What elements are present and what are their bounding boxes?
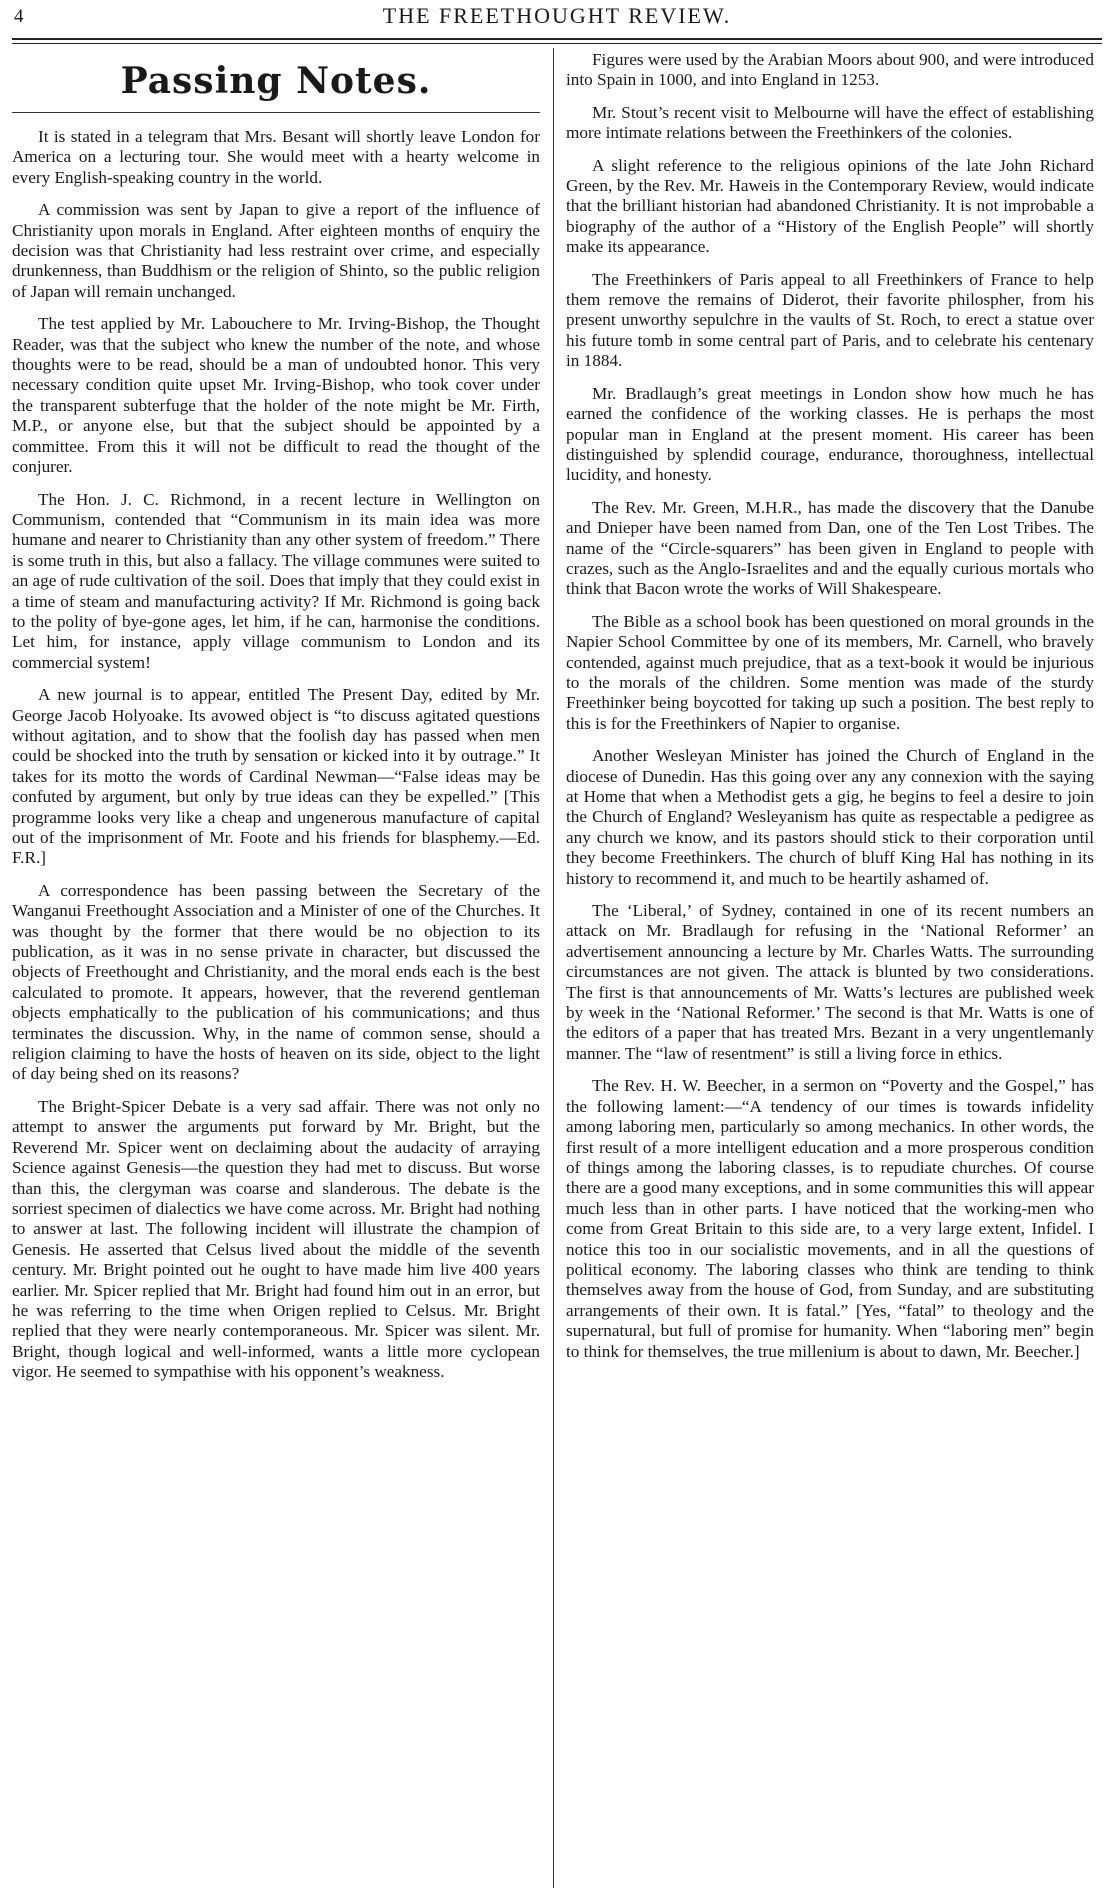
paragraph: The Bible as a school book has been questioned on moral grounds in the Napier School Committee by one of its members, Mr. Carnell, who bravely contended, against much prejudice, that as a text-book it would be injurious to the morals of the children. Some mention was made of the sturdy Freethinker being boycotted for taking up such a position. The best reply to this is for the Freethinkers of Napier to organise. bbox=[566, 611, 1094, 733]
paragraph: A correspondence has been passing between the Secretary of the Wanganui Freethought Association and a Minister of one of the Churches. It was thought by the former that there would be no objection to its publication, as it was in no sense private in character, but discussed the objects of Freethought and Christianity, and the moral ends each is the best calculated to promote. It appears, however, that the reverend gentleman objects emphatically to the publication of his communications; and thus terminates the discussion. Why, in the name of common sense, should a religion claiming to have the hosts of heaven on its side, object to the light of day being shed on its reasons? bbox=[12, 880, 540, 1084]
paragraph: A slight reference to the religious opinions of the late John Richard Green, by the Rev. Mr. Haweis in the Contemporary Review, would indicate that the brilliant historian had abandoned Christianity. It is not improbable a biography of the author of a “History of the English People” will shortly make its appearance. bbox=[566, 155, 1094, 257]
paragraph: Mr. Bradlaugh’s great meetings in London show how much he has earned the confidence of the working classes. He is perhaps the most popular man in England at the present moment. His career has been distinguished by splendid courage, endurance, thoroughness, intellectual lucidity, and honesty. bbox=[566, 383, 1094, 485]
paragraph: Another Wesleyan Minister has joined the Church of England in the diocese of Dunedin. Has this going over any any connexion with the saying at Home that when a Methodist gets a gig, he begins to feel a desire to join the Church of England? Wesleyanism has quite as respectable a pedigree as any church we know, and its pastors should stick to their corporation until they become Freethinkers. The church of bluff King Hal has nothing in its history to recommend it, and much to be heartily ashamed of. bbox=[566, 746, 1094, 888]
paragraph: The ‘Liberal,’ of Sydney, contained in one of its recent numbers an attack on Mr. Bradlaugh for refusing in the ‘National Reformer’ an advertisement announcing a lecture by Mr. Charles Watts. The surrounding circumstances are not given. The attack is blunted by two considerations. The first is that announcements of Mr. Watts’s lectures are published week by week in the ‘National Reformer.’ The second is that Mr. Watts is one of the editors of a paper that has treated Mrs. Bezant in a very ungentlemanly manner. The “law of resentment” is still a living force in ethics. bbox=[566, 901, 1094, 1063]
paragraph: A new journal is to appear, entitled The Present Day, edited by Mr. George Jacob Holyoake. Its avowed object is “to discuss agitated questions without agitation, and to show that the foolish day has passed when men could be shocked into the truth by sensation or kicked into it by outrage.” It takes for its motto the words of Cardinal Newman—“False ideas may be confuted by argument, but only by true ideas can they be expelled.” [This programme looks very like a cheap and ungenerous manufacture of capital out of the imprisonment of Mr. Foote and his friends for blasphemy.—Ed. F.R.] bbox=[12, 685, 540, 868]
paragraph: Mr. Stout’s recent visit to Melbourne will have the effect of establishing more intimate relations between the Freethinkers of the colonies. bbox=[566, 102, 1094, 143]
paragraph: The Rev. H. W. Beecher, in a sermon on “Poverty and the Gospel,” has the following lament:—“A tendency of our times is towards infidelity among laboring men, particularly so among mechanics. In other words, the first result of a more intelligent education and a more prosperous condition of things among the laboring classes, is to repudiate churches. Of course there are a good many exceptions, and in some communities this will appear much less than in other parts. I have noticed that the working-men who come from Great Britain to this side are, to a very large extent, Infidel. I notice this too in our socialistic movements, and in all the questions of political economy. The laboring classes who think are tending to think themselves away from the house of God, from Sunday, and are substituting arrangements of their own. It is fatal.” [Yes, “fatal” to theology and the supernatural, but full of promise for humanity. When “laboring men” begin to think for themselves, the true millenium is about to dawn, Mr. Beecher.] bbox=[566, 1076, 1094, 1361]
journal-title: THE FREETHOUGHT REVIEW. bbox=[382, 3, 732, 28]
paragraph: It is stated in a telegram that Mrs. Besant will shortly leave London for America on a lecturing tour. She would meet with a hearty welcome in every English-speaking country in the world. bbox=[12, 127, 540, 187]
paragraph: Figures were used by the Arabian Moors about 900, and were introduced into Spain in 1000, and into England in 1253. bbox=[566, 50, 1094, 90]
paragraph: The Rev. Mr. Green, M.H.R., has made the discovery that the Danube and Dnieper have been named from Dan, one of the Ten Lost Tribes. The name of the “Circle-squarers” has been given in England to people with crazes, such as the Anglo-Israelites and and the equally curious mortals who think that Bacon wrote the works of Will Shakespeare. bbox=[566, 497, 1094, 599]
paragraph: A commission was sent by Japan to give a report of the influence of Christianity upon morals in England. After eighteen months of enquiry the decision was that Christianity had less restraint over crime, and especially drunkenness, than Buddhism or the religion of Shinto, so the public religion of Japan will remain unchanged. bbox=[12, 200, 540, 301]
page-number: 4 bbox=[14, 6, 24, 27]
section-title: Passing Notes. bbox=[120, 60, 432, 102]
title-rule bbox=[12, 112, 540, 113]
paragraph: The Freethinkers of Paris appeal to all Freethinkers of France to help them remove the remains of Diderot, their favorite philospher, from his present unworthy sepulchre in the vaults of St. Roch, to erect a statue over his future tomb in some central part of Paris, and to celebrate his centenary in 1884. bbox=[566, 269, 1094, 371]
paragraph: The Hon. J. C. Richmond, in a recent lecture in Wellington on Communism, contended that “Communism in its main idea was more humane and nearer to Christianity than any other system of freedom.” There is some truth in this, but also a fallacy. The village communes were suited to an age of rude cultivation of the soil. Does that imply that they could exist in a time of steam and manufacturing activity? If Mr. Richmond is going back to the polity of bye-gone ages, let him, if he can, harmonise the conditions. Let him, for instance, apply village communism to London and its commercial system! bbox=[12, 489, 540, 672]
paragraph: The test applied by Mr. Labouchere to Mr. Irving-Bishop, the Thought Reader, was that the subject who knew the number of the note, and whose thoughts were to be read, should be a man of undoubted honor. This very necessary condition quite upset Mr. Irving-Bishop, who took cover under the transparent subterfuge that the holder of the note might be Mr. Firth, M.P., or anyone else, but that the subject should be appointed by a committee. From this it will not be difficult to read the thought of the conjurer. bbox=[12, 314, 540, 477]
column-divider bbox=[553, 48, 554, 1888]
header-rule bbox=[12, 38, 1102, 44]
left-column bbox=[12, 50, 540, 1890]
right-column bbox=[566, 50, 1094, 1890]
paragraph: The Bright-Spicer Debate is a very sad affair. There was not only no attempt to answer the arguments put forward by Mr. Bright, but the Reverend Mr. Spicer went on declaiming about the audacity of arraying Science against Genesis—the question they had met to discuss. But worse than this, the clergyman was coarse and slanderous. The debate is the sorriest specimen of dialectics we have come across. Mr. Bright had nothing to answer at last. The following incident will illustrate the champion of Genesis. He asserted that Celsus lived about the middle of the seventh century. Mr. Bright pointed out he ought to have made him live 400 years earlier. Mr. Spicer replied that Mr. Bright had found him out in an error, but he was referring to the time when Origen replied to Celsus. Mr. Bright replied that they were nearly contemporaneous. Mr. Spicer was silent. Mr. Bright, though logical and well-informed, wants a little more cyclopean vigor. He seemed to sympathise with his opponent’s weakness. bbox=[12, 1096, 540, 1382]
